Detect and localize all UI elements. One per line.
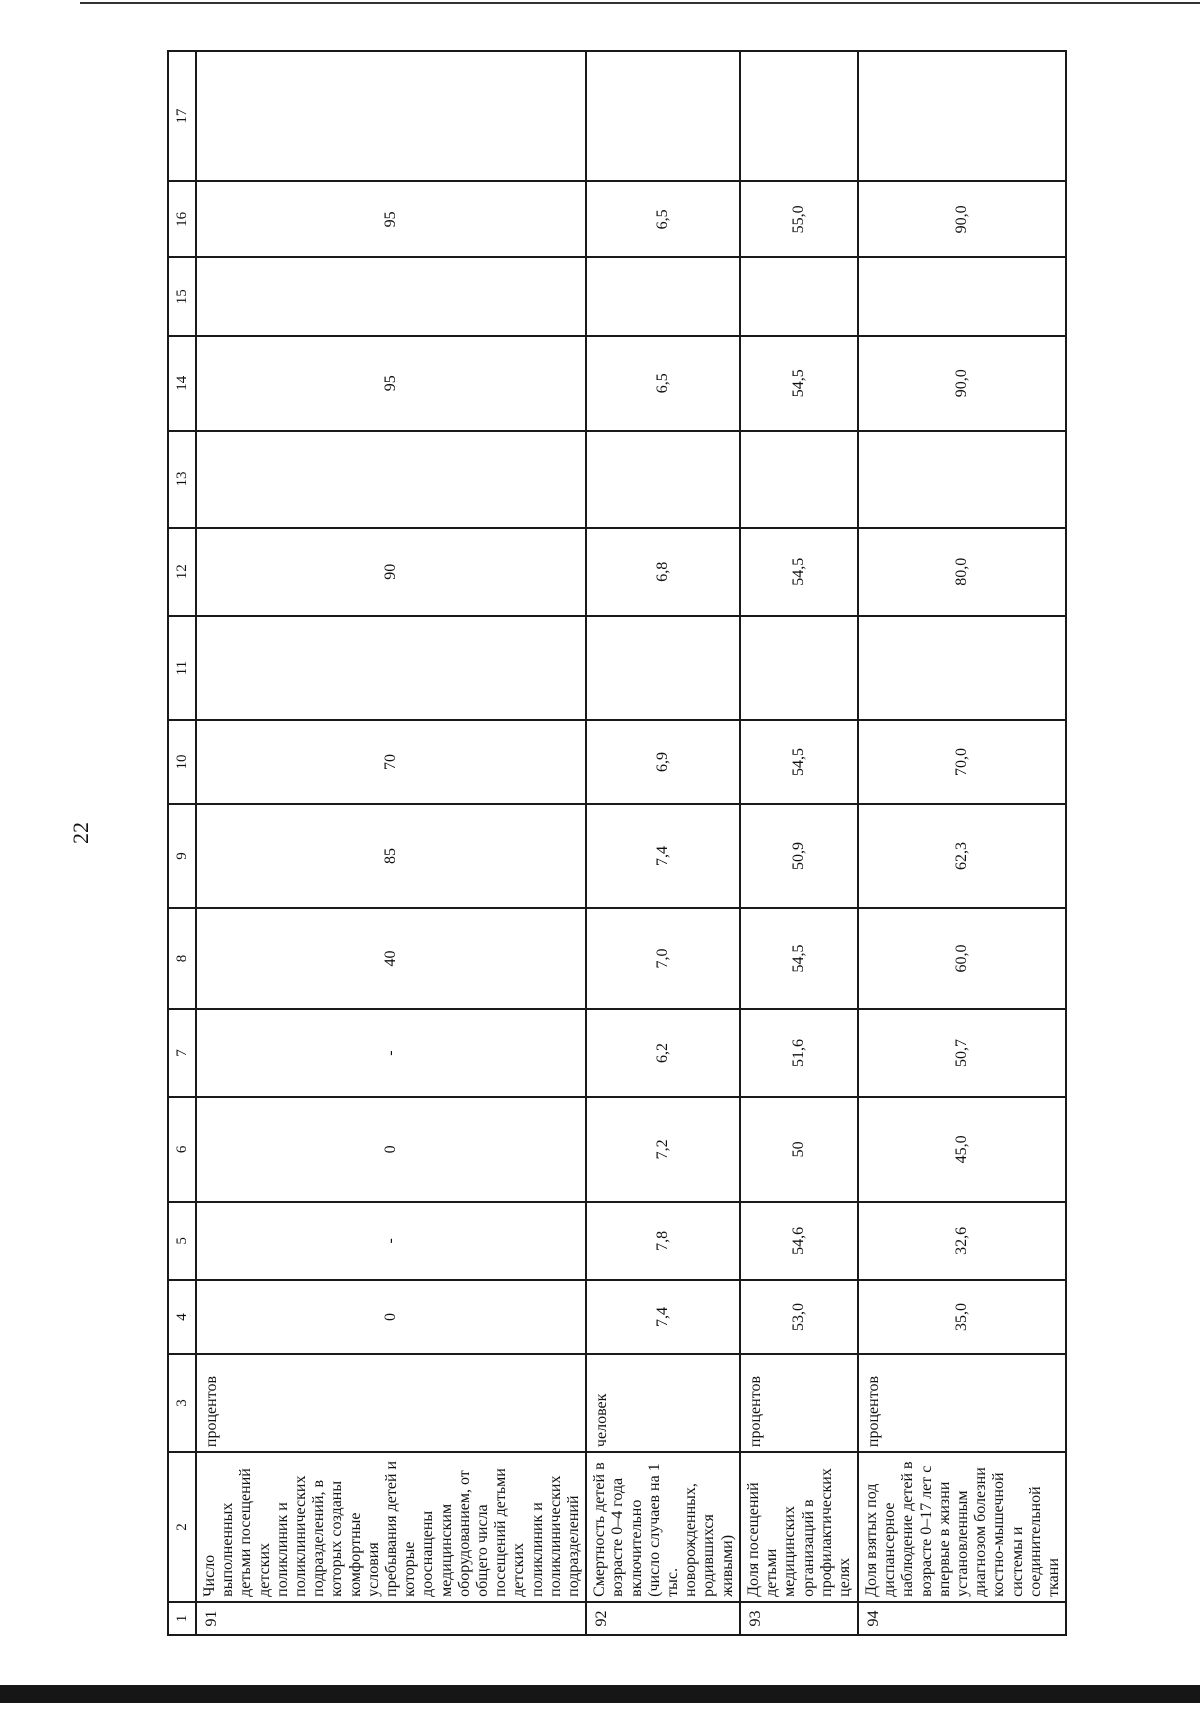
table-row <box>858 51 1066 1635</box>
col-header: 11 <box>168 616 196 720</box>
value-cell: 70,0 <box>858 720 1066 803</box>
value-cell <box>196 431 586 528</box>
col-header: 12 <box>168 528 196 616</box>
value-cell: 7,0 <box>586 908 740 1009</box>
indicator-name: Доля посещений детьми медицинских организаций в профилактических целях <box>740 1452 858 1602</box>
value-cell: 54,5 <box>740 336 858 431</box>
indicator-name: Число выполненных детьми посещений детских поликлиник и поликлинических подразделений, в которых созданы комфортные условия пребывания детей и которые дооснащены медицинским оборудованием, от общего числа посещений детьми детских поликлиник и поликлинических подразделений <box>196 1452 586 1602</box>
page-number: 22 <box>68 822 93 844</box>
value-cell <box>740 257 858 336</box>
value-cell: 7,4 <box>586 804 740 908</box>
scan-bottom-edge <box>0 1685 1200 1703</box>
col-header: 5 <box>168 1202 196 1281</box>
value-cell: 50,9 <box>740 804 858 908</box>
value-cell <box>858 51 1066 181</box>
value-cell <box>196 51 586 181</box>
unit-cell: процентов <box>858 1354 1066 1452</box>
value-cell: - <box>196 1009 586 1097</box>
value-cell: 85 <box>196 804 586 908</box>
value-cell <box>196 616 586 720</box>
value-cell <box>740 616 858 720</box>
value-cell: 0 <box>196 1097 586 1201</box>
col-header: 8 <box>168 908 196 1009</box>
value-cell: 7,4 <box>586 1280 740 1354</box>
value-cell <box>586 51 740 181</box>
indicator-name: Смертность детей в возрасте 0–4 года включительно (число случаев на 1 тыс. новорожденных, родившихся живыми) <box>586 1452 740 1602</box>
unit-cell: процентов <box>740 1354 858 1452</box>
value-cell: 6,5 <box>586 181 740 257</box>
value-cell: 62,3 <box>858 804 1066 908</box>
unit-cell: человек <box>586 1354 740 1452</box>
rotated-table-wrapper <box>167 50 1062 1636</box>
value-cell: 55,0 <box>740 181 858 257</box>
value-cell: 54,5 <box>740 528 858 616</box>
col-header: 13 <box>168 431 196 528</box>
value-cell: 7,2 <box>586 1097 740 1201</box>
value-cell: 45,0 <box>858 1097 1066 1201</box>
value-cell: 90,0 <box>858 181 1066 257</box>
value-cell: 53,0 <box>740 1280 858 1354</box>
col-header: 1 <box>168 1602 196 1635</box>
table-row <box>586 51 740 1635</box>
table-row <box>740 51 858 1635</box>
row-number: 91 <box>196 1602 586 1635</box>
row-number: 94 <box>858 1602 1066 1635</box>
value-cell <box>740 431 858 528</box>
value-cell: 6,9 <box>586 720 740 803</box>
value-cell: 32,6 <box>858 1202 1066 1281</box>
value-cell: 90,0 <box>858 336 1066 431</box>
value-cell: 0 <box>196 1280 586 1354</box>
col-header: 14 <box>168 336 196 431</box>
col-header: 3 <box>168 1354 196 1452</box>
value-cell: 60,0 <box>858 908 1066 1009</box>
col-header: 17 <box>168 51 196 181</box>
col-header: 2 <box>168 1452 196 1602</box>
col-header: 6 <box>168 1097 196 1201</box>
col-header: 15 <box>168 257 196 336</box>
value-cell <box>858 616 1066 720</box>
value-cell: 6,5 <box>586 336 740 431</box>
value-cell: 50 <box>740 1097 858 1201</box>
value-cell: 80,0 <box>858 528 1066 616</box>
value-cell <box>196 257 586 336</box>
value-cell: 7,8 <box>586 1202 740 1281</box>
value-cell: 35,0 <box>858 1280 1066 1354</box>
value-cell: 95 <box>196 181 586 257</box>
value-cell: 6,8 <box>586 528 740 616</box>
value-cell: 54,6 <box>740 1202 858 1281</box>
value-cell <box>586 257 740 336</box>
value-cell: 54,5 <box>740 720 858 803</box>
col-header: 10 <box>168 720 196 803</box>
value-cell <box>586 616 740 720</box>
col-header: 9 <box>168 804 196 908</box>
table-row <box>196 51 586 1635</box>
indicator-name: Доля взятых под диспансерное наблюдение детей в возрасте 0–17 лет с впервые в жизни установленным диагнозом болезни костно-мышечной системы и соединительной ткани <box>858 1452 1066 1602</box>
row-number: 92 <box>586 1602 740 1635</box>
header-row <box>168 51 196 1635</box>
indicators-table <box>167 50 1067 1636</box>
unit-cell: процентов <box>196 1354 586 1452</box>
value-cell: 54,5 <box>740 908 858 1009</box>
value-cell: 90 <box>196 528 586 616</box>
value-cell <box>858 257 1066 336</box>
value-cell: - <box>196 1202 586 1281</box>
value-cell: 51,6 <box>740 1009 858 1097</box>
value-cell: 50,7 <box>858 1009 1066 1097</box>
value-cell <box>586 431 740 528</box>
col-header: 4 <box>168 1280 196 1354</box>
value-cell: 70 <box>196 720 586 803</box>
row-number: 93 <box>740 1602 858 1635</box>
value-cell: 95 <box>196 336 586 431</box>
value-cell <box>858 431 1066 528</box>
value-cell <box>740 51 858 181</box>
value-cell: 6,2 <box>586 1009 740 1097</box>
value-cell: 40 <box>196 908 586 1009</box>
top-edge-line <box>80 2 1200 4</box>
col-header: 16 <box>168 181 196 257</box>
col-header: 7 <box>168 1009 196 1097</box>
